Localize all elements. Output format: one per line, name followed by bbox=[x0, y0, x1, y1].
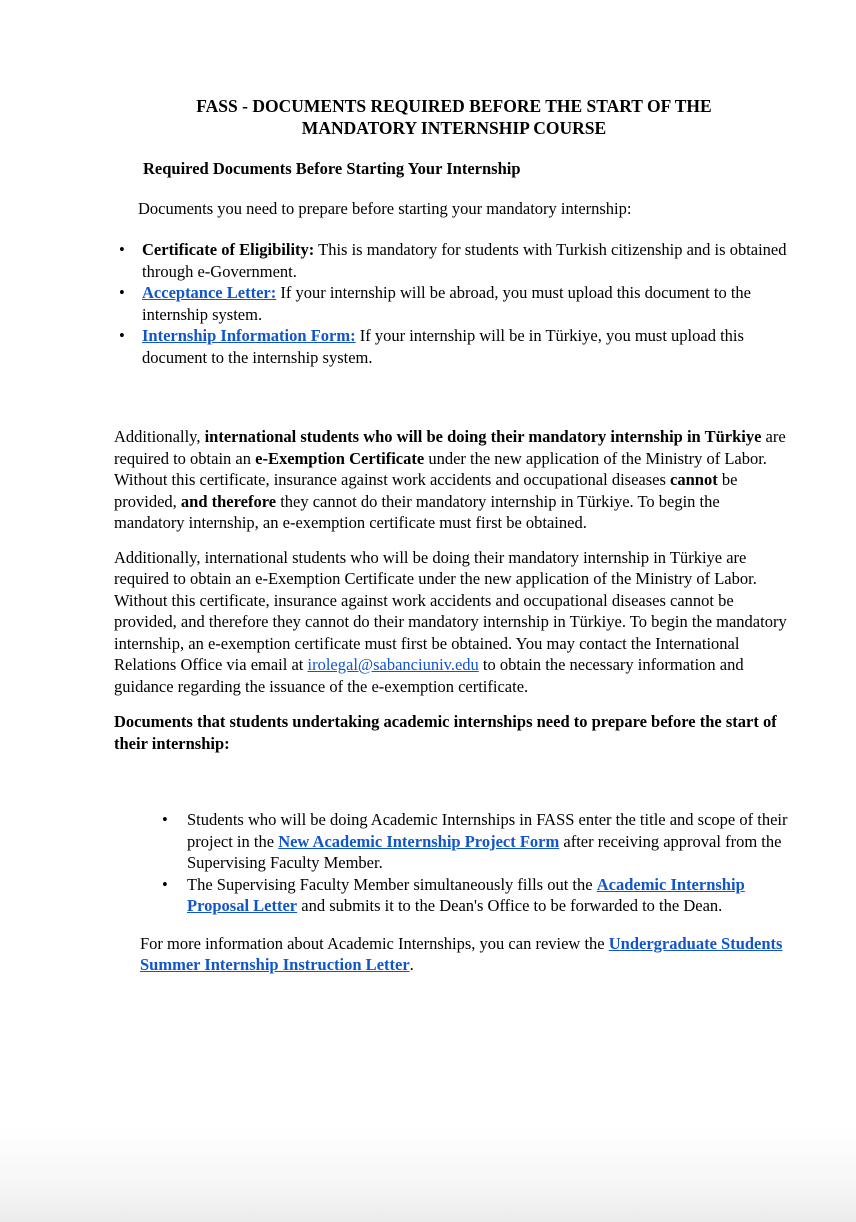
page-bottom-shadow bbox=[0, 1127, 856, 1222]
required-documents-list bbox=[114, 239, 794, 368]
new-academic-internship-project-form-link[interactable]: New Academic Internship Project Form bbox=[278, 831, 560, 851]
academic-internship-proposal-letter-link[interactable]: Academic Internship Proposal Letter bbox=[187, 874, 745, 915]
list-item-internship-information-form bbox=[114, 325, 794, 368]
email-link[interactable]: irolegal@sabanciuniv.edu bbox=[307, 655, 479, 674]
list-item-certificate-of-eligibility bbox=[114, 239, 794, 282]
list-item-acceptance-letter bbox=[114, 282, 794, 325]
list-item-academic-project-form bbox=[162, 809, 794, 874]
intro-paragraph: Documents you need to prepare before starting your mandatory internship: bbox=[138, 198, 632, 218]
section-heading-required-documents: Required Documents Before Starting Your Internship bbox=[143, 159, 521, 178]
text-segment: Additionally, bbox=[114, 427, 205, 446]
academic-internship-list bbox=[162, 809, 794, 917]
text-segment: This is mandatory for students with Turkish citizenship and is obtained through e-Government. bbox=[142, 240, 787, 281]
text-segment-bold: e-Exemption Certificate bbox=[255, 448, 425, 468]
internship-information-form-link[interactable]: Internship Information Form: bbox=[142, 326, 356, 345]
section-heading-academic-internships: Documents that students undertaking academic internships need to prepare before the start of their internship: bbox=[114, 712, 777, 753]
text-segment: under the new application of the Ministry of Labor. Without this certificate, insurance against work accidents and occupational diseases bbox=[114, 448, 767, 489]
intl-students-paragraph-emphasized bbox=[114, 426, 794, 534]
text-segment: For more information about Academic Internships, you can review the bbox=[140, 933, 609, 953]
acceptance-letter-link[interactable]: Acceptance Letter: bbox=[142, 283, 277, 302]
doc-label-certificate-of-eligibility: Certificate of Eligibility: bbox=[142, 240, 315, 259]
summer-internship-instruction-letter-link[interactable]: Undergraduate Students Summer Internship Instruction Letter bbox=[140, 933, 783, 974]
title-line-1: FASS - DOCUMENTS REQUIRED BEFORE THE START OF THE bbox=[196, 96, 712, 116]
bullet-icon: • bbox=[162, 874, 168, 894]
text-segment: If your internship will be abroad, you must upload this document to the internship system. bbox=[142, 283, 751, 324]
text-segment-bold: international students who will be doing their mandatory internship in Türkiye bbox=[204, 427, 762, 446]
text-segment: are required to obtain an bbox=[114, 427, 786, 468]
text-segment-bold: and therefore bbox=[180, 491, 277, 511]
title-line-2: MANDATORY INTERNSHIP COURSE bbox=[301, 118, 607, 138]
document-title bbox=[114, 95, 794, 139]
text-segment: they cannot do their mandatory internship in Türkiye. To begin the mandatory internship, an e-exemption certificate must first be obtained. bbox=[114, 491, 720, 532]
text-segment-bold: cannot bbox=[670, 470, 718, 489]
bullet-icon: • bbox=[119, 326, 125, 345]
text-segment: after receiving approval from the Supervising Faculty Member. bbox=[187, 831, 782, 872]
text-segment: Additionally, international students who will be doing their mandatory internship in Türkiye are required to obtain an e-Exemption Certificate under the new application of the Ministry of Labor. Without this certificate, insurance against work accidents and occupational diseases cannot be provided, and therefore they cannot do their mandatory internship in Türkiye. To begin the mandatory internship, an e-exemption certificate must first be obtained. You may contact the International Relations Office via email at bbox=[114, 547, 787, 674]
intl-students-paragraph-plain bbox=[114, 547, 794, 698]
text-segment: and submits it to the Dean's Office to be forwarded to the Dean. bbox=[297, 896, 723, 915]
bullet-icon: • bbox=[162, 810, 168, 829]
bullet-icon: • bbox=[119, 240, 125, 259]
list-item-proposal-letter bbox=[162, 874, 794, 917]
text-segment: The Supervising Faculty Member simultaneously fills out the bbox=[187, 874, 597, 894]
text-segment: Students who will be doing Academic Internships in FASS enter the title and scope of their project in the bbox=[187, 810, 788, 851]
text-segment: . bbox=[409, 955, 414, 974]
text-segment: be provided, bbox=[114, 470, 738, 511]
more-info-paragraph bbox=[140, 933, 794, 976]
bullet-icon: • bbox=[119, 283, 125, 302]
text-segment: to obtain the necessary information and guidance regarding the issuance of the e-exemption certificate. bbox=[114, 655, 744, 696]
text-segment: If your internship will be in Türkiye, you must upload this document to the internship system. bbox=[142, 326, 744, 367]
